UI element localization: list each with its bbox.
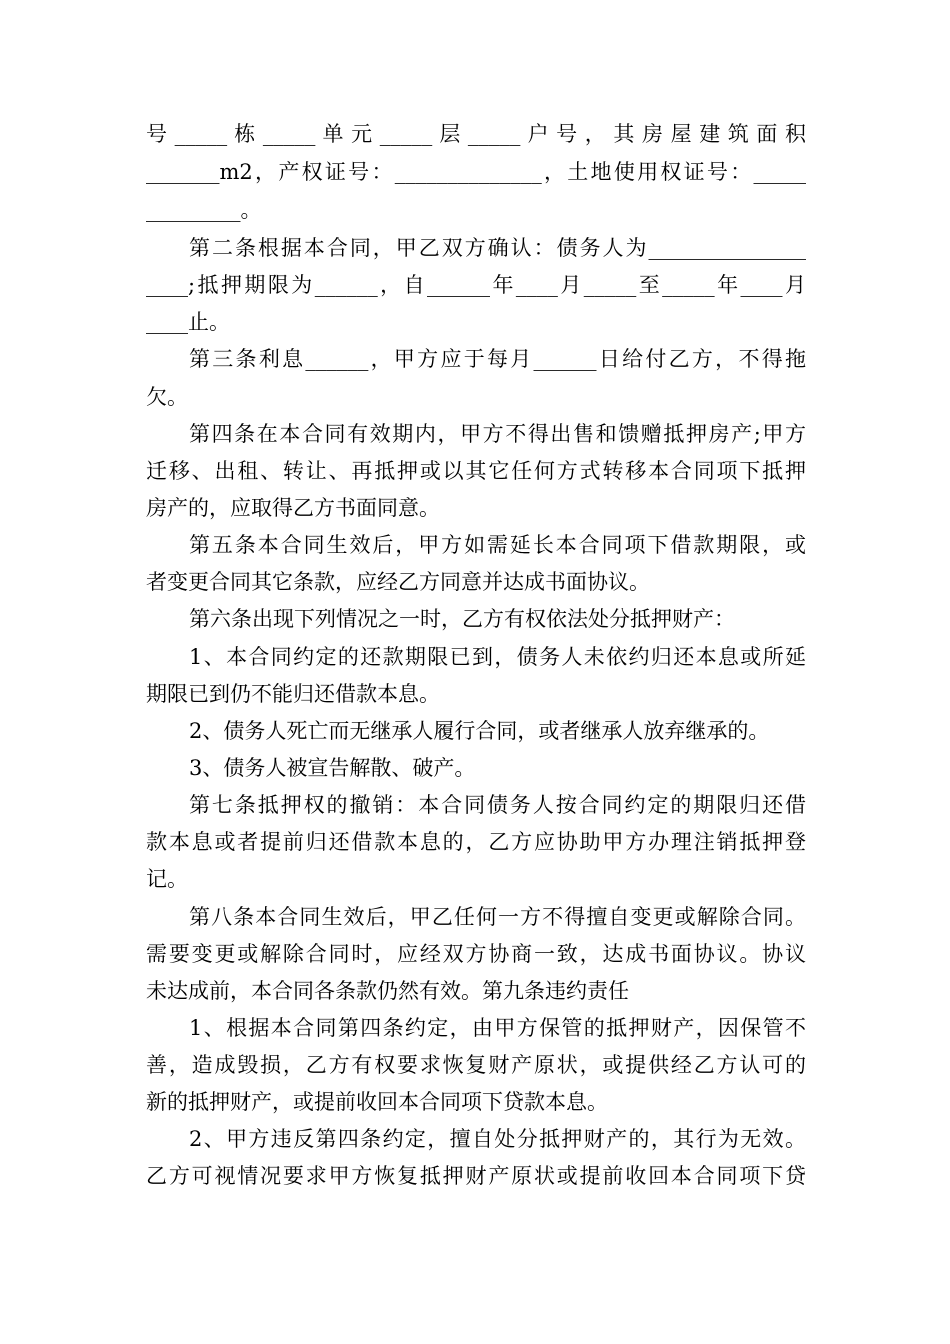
text-line: _______m2，产权证号：______________，土地使用权证号：_____ <box>146 160 806 184</box>
text-line: 款本息或者提前归还借款本息的，乙方应协助甲方办理注销抵押登 <box>146 830 806 854</box>
text-line: 第八条本合同生效后，甲乙任何一方不得擅自变更或解除合同。 <box>189 905 806 929</box>
text-line: 者变更合同其它条款，应经乙方同意并达成书面协议。 <box>146 570 650 594</box>
text-line: 第七条抵押权的撤销：本合同债务人按合同约定的期限归还借 <box>189 793 806 817</box>
text-line: _________。 <box>146 198 262 222</box>
text-line: 迁移、出租、转让、再抵押或以其它任何方式转移本合同项下抵押 <box>146 459 806 483</box>
text-line: 2、甲方违反第四条约定，擅自处分抵押财产的，其行为无效。 <box>189 1127 806 1151</box>
text-line: ____止。 <box>146 310 230 334</box>
text-line: 号 _____ 栋 _____ 单 元 _____ 层 _____ 户 号 ， 其 房 屋 建 筑 面 积 <box>146 122 806 146</box>
text-line: ____;抵押期限为______，自______年____月_____至_____年____月 <box>146 273 806 297</box>
text-line: 第六条出现下列情况之一时，乙方有权依法处分抵押财产： <box>189 607 735 631</box>
text-line: 需要变更或解除合同时，应经双方协商一致，达成书面协议。协议 <box>146 942 806 966</box>
text-line: 欠。 <box>146 385 188 409</box>
text-line: 第四条在本合同有效期内，甲方不得出售和馈赠抵押房产;甲方 <box>189 422 806 446</box>
text-line: 房产的，应取得乙方书面同意。 <box>146 496 440 520</box>
text-line: 第五条本合同生效后，甲方如需延长本合同项下借款期限，或 <box>189 533 806 557</box>
text-line: 乙方可视情况要求甲方恢复抵押财产原状或提前收回本合同项下贷 <box>146 1164 806 1188</box>
text-line: 1、根据本合同第四条约定，由甲方保管的抵押财产，因保管不 <box>189 1016 806 1040</box>
text-line: 1、本合同约定的还款期限已到，债务人未依约归还本息或所延 <box>189 645 806 669</box>
text-line: 2、债务人死亡而无继承人履行合同，或者继承人放弃继承的。 <box>189 719 770 743</box>
text-line: 记。 <box>146 867 188 891</box>
text-line: 第二条根据本合同，甲乙双方确认：债务人为_______________ <box>189 236 806 260</box>
text-line: 期限已到仍不能归还借款本息。 <box>146 682 440 706</box>
text-line: 未达成前，本合同各条款仍然有效。第九条违约责任 <box>146 979 629 1003</box>
text-line: 3、债务人被宣告解散、破产。 <box>189 756 476 780</box>
text-line: 善，造成毁损，乙方有权要求恢复财产原状，或提供经乙方认可的 <box>146 1053 806 1077</box>
text-line: 新的抵押财产，或提前收回本合同项下贷款本息。 <box>146 1090 608 1114</box>
text-line: 第三条利息______，甲方应于每月______日给付乙方，不得拖 <box>189 347 806 371</box>
